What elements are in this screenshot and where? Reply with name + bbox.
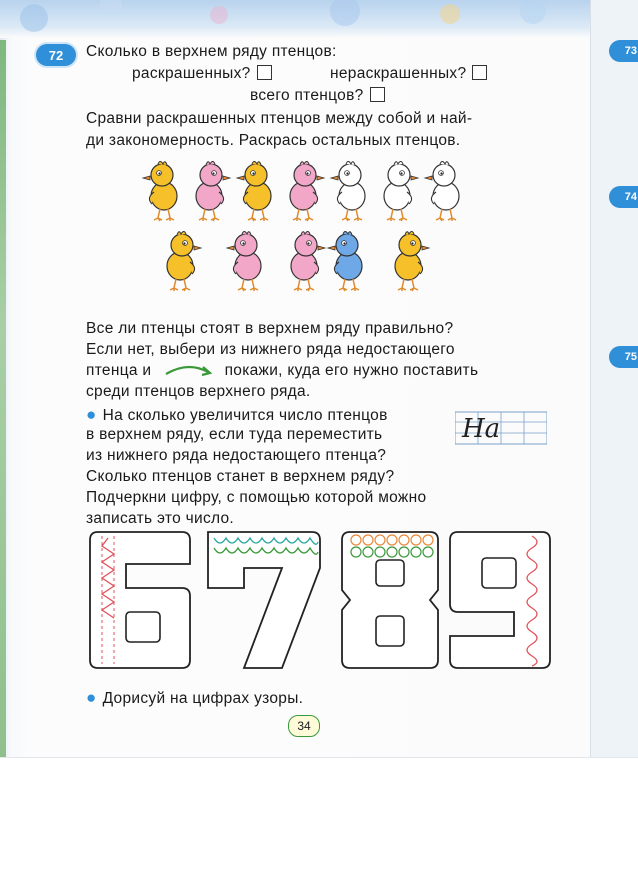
- bullet-line-3: из нижнего ряда недостающего птенца?: [86, 447, 387, 464]
- page-number: 34: [288, 715, 320, 737]
- chick-yellow[interactable]: [234, 158, 280, 222]
- question-line-3: [86, 362, 478, 380]
- chick-pink[interactable]: [187, 158, 233, 222]
- task-tab: 75: [609, 346, 638, 368]
- bullet-line-2: в верхнем ряду, если туда переместить: [86, 426, 383, 443]
- digit-6[interactable]: [90, 532, 190, 668]
- question-line-5: Сколько птенцов станет в верхнем ряду?: [86, 468, 395, 485]
- chick-yellow[interactable]: [140, 158, 186, 222]
- header-decoration: [0, 0, 610, 38]
- question-line-3b: покажи, куда его нужно поставить: [224, 362, 479, 379]
- chick-pink[interactable]: [282, 228, 328, 292]
- uncolored-question: [330, 65, 487, 83]
- chick-white[interactable]: [375, 158, 421, 222]
- chick-pink[interactable]: [281, 158, 327, 222]
- footer-instruction-text: Дорисуй на цифрах узоры.: [102, 690, 304, 707]
- bullet-icon: ●: [86, 405, 97, 424]
- chick-white[interactable]: [328, 158, 374, 222]
- question-line-1: Все ли птенцы стоят в верхнем ряду правильно?: [86, 320, 454, 337]
- bullet-text-1: На сколько увеличится число птенцов: [102, 407, 388, 424]
- chick-yellow[interactable]: [158, 228, 204, 292]
- bullet-icon: ●: [86, 688, 97, 707]
- question-line-3a: птенца и: [86, 362, 152, 379]
- digit-7[interactable]: [208, 532, 320, 668]
- answer-box[interactable]: [370, 87, 385, 102]
- blank-margin: [0, 757, 638, 892]
- total-label: всего птенцов?: [250, 87, 364, 104]
- task-number-badge: 72: [36, 44, 76, 66]
- question-line-7: записать это число.: [86, 510, 235, 527]
- answer-box[interactable]: [257, 65, 272, 80]
- footer-instruction: [86, 688, 303, 708]
- question-line-2: Если нет, выбери из нижнего ряда недостающего: [86, 341, 455, 358]
- arrow-icon: [162, 363, 214, 377]
- task-tab: 74: [609, 186, 638, 208]
- task-line-5: ди закономерность. Раскрась остальных птенцов.: [86, 132, 461, 149]
- handwriting-sample: На: [462, 414, 501, 444]
- bullet-line-1: [86, 405, 388, 425]
- digit-8[interactable]: [342, 532, 438, 668]
- question-line-6: Подчеркни цифру, с помощью которой можно: [86, 489, 427, 506]
- task-line-1: Сколько в верхнем ряду птенцов:: [86, 43, 337, 60]
- task-line-4: Сравни раскрашенных птенцов между собой и най-: [86, 110, 473, 127]
- task-tab: 73: [609, 40, 638, 62]
- digit-outlines: [86, 528, 556, 674]
- chick-pink[interactable]: [224, 228, 270, 292]
- digit-9[interactable]: [450, 532, 550, 668]
- answer-box[interactable]: [472, 65, 487, 80]
- chick-blue[interactable]: [325, 228, 371, 292]
- chick-yellow[interactable]: [386, 228, 432, 292]
- total-question: [250, 87, 385, 105]
- page-edge: [0, 40, 6, 760]
- colored-label: раскрашенных?: [132, 65, 251, 82]
- uncolored-label: нераскрашенных?: [330, 65, 467, 82]
- next-page-edge: [590, 0, 638, 760]
- question-line-4: среди птенцов верхнего ряда.: [86, 383, 311, 400]
- colored-question: [132, 65, 272, 83]
- chick-white[interactable]: [422, 158, 468, 222]
